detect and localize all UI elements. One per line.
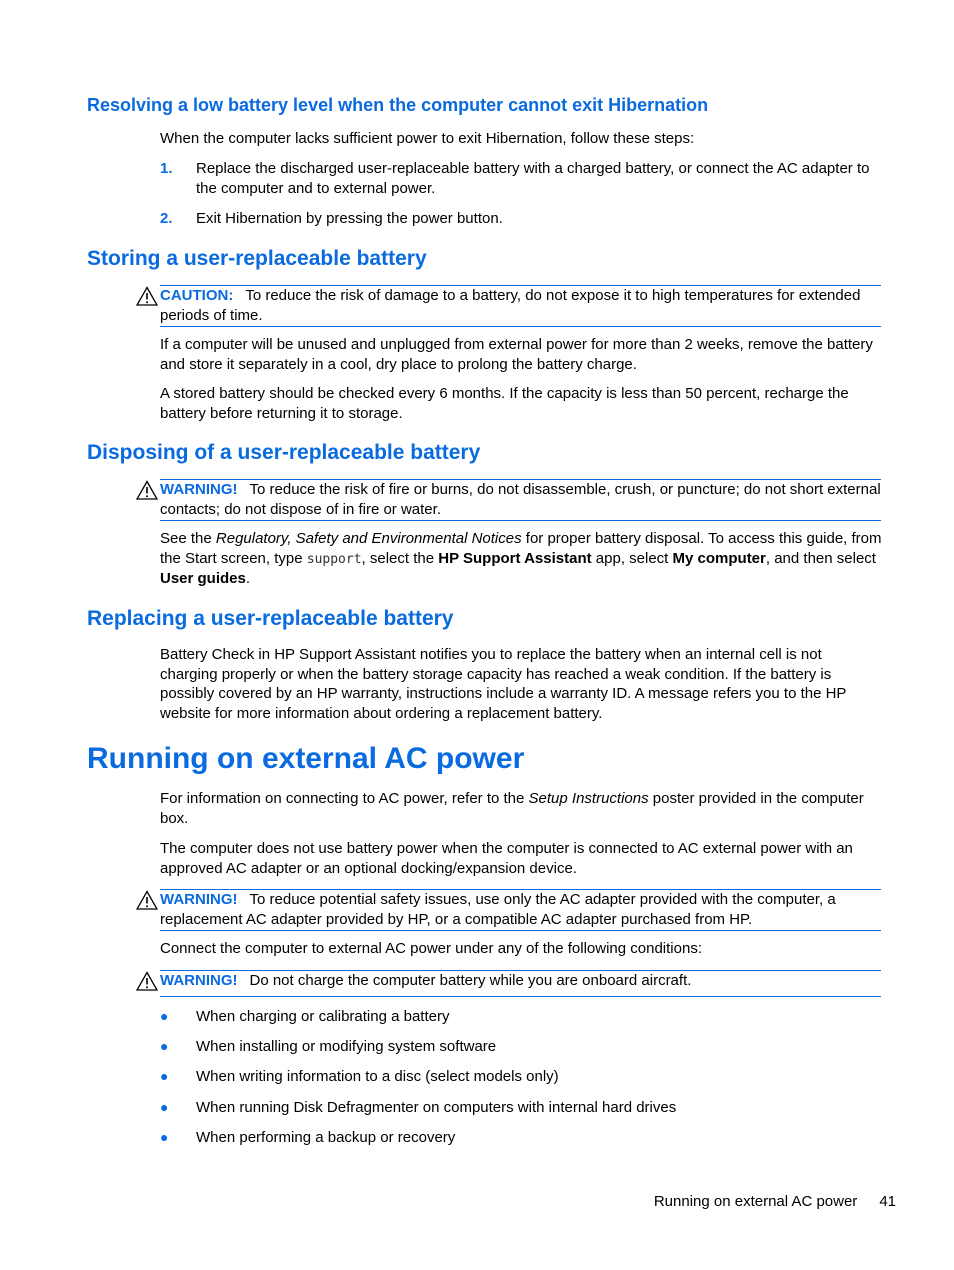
warning-text: To reduce the risk of fire or burns, do not disassemble, crush, or puncture; do not short external contacts; do not dispose of in fire or water.	[160, 481, 881, 518]
text-run: app, select	[591, 549, 673, 567]
list-item	[160, 1098, 882, 1118]
bullet-dot-icon: ●	[160, 1129, 169, 1145]
bullet-dot-icon: ●	[160, 1008, 169, 1024]
heading-storing: Storing a user-replaceable battery	[87, 247, 427, 270]
warning-text: To reduce potential safety issues, use only the AC adapter provided with the computer, a replacement AC adapter provided by HP, or a compatible AC adapter purchased from HP.	[160, 891, 836, 928]
list-item	[160, 1128, 882, 1148]
warning-notice	[160, 479, 881, 521]
heading-external-ac: Running on external AC power	[87, 742, 525, 775]
text-run: For information on connecting to AC power, refer to the	[160, 790, 529, 807]
step-number: 1.	[160, 160, 173, 177]
menu-name: User guides	[160, 570, 246, 587]
heading-disposing: Disposing of a user-replaceable battery	[87, 441, 481, 464]
list-item	[160, 1007, 882, 1027]
text-run: poster provided in the computer box.	[160, 790, 864, 827]
warning-text: Do not charge the computer battery while you are onboard aircraft.	[249, 972, 692, 989]
step-text: Exit Hibernation by pressing the power button.	[196, 210, 503, 227]
step-number: 2.	[160, 210, 173, 227]
code-text: support	[306, 551, 362, 567]
list-item	[160, 159, 882, 198]
bullet-text: When performing a backup or recovery	[196, 1129, 456, 1146]
external-paragraph-3: Connect the computer to external AC power under any of the following conditions:	[160, 940, 702, 957]
warning-label: WARNING!	[160, 481, 238, 498]
warning-notice	[160, 889, 881, 931]
storing-paragraph-2: A stored battery should be checked every 6 months. If the capacity is less than 50 percent, recharge the battery before returning it to storage.	[160, 385, 849, 422]
page-footer	[654, 1192, 896, 1212]
warning-notice	[160, 970, 881, 997]
app-name: HP Support Assistant	[438, 549, 592, 567]
text-run: , and then select	[765, 549, 876, 567]
menu-name: My computer	[672, 549, 766, 567]
heading-resolving: Resolving a low battery level when the computer cannot exit Hibernation	[87, 95, 709, 115]
footer-title: Running on external AC power	[653, 1193, 858, 1210]
external-paragraph-1	[160, 789, 882, 828]
bullet-text: When installing or modifying system software	[196, 1038, 497, 1055]
doc-title: Setup Instructions	[528, 790, 649, 807]
bullet-dot-icon: ●	[160, 1038, 169, 1054]
text-run: See the	[160, 530, 216, 547]
step-text: Replace the discharged user-replaceable battery with a charged battery, or connect the AC adapter to the computer and to external power.	[196, 160, 870, 197]
bullet-text: When writing information to a disc (select models only)	[196, 1068, 559, 1085]
list-item	[160, 1037, 882, 1057]
warning-triangle-icon	[136, 480, 158, 500]
warning-label: WARNING!	[160, 972, 238, 989]
warning-triangle-icon	[136, 971, 158, 991]
caution-notice	[160, 285, 881, 327]
caution-text: To reduce the risk of damage to a battery, do not expose it to high temperatures for extended periods of time.	[160, 287, 861, 324]
bullet-text: When running Disk Defragmenter on computers with internal hard drives	[196, 1099, 677, 1116]
resolving-intro: When the computer lacks sufficient power to exit Hibernation, follow these steps:	[160, 130, 695, 147]
warning-triangle-icon	[136, 286, 158, 306]
warning-triangle-icon	[136, 890, 158, 910]
warning-label: WARNING!	[160, 891, 238, 908]
text-run: , select the	[361, 549, 439, 567]
replacing-paragraph: Battery Check in HP Support Assistant notifies you to replace the battery when an internal cell is not charging properly or when the battery storage capacity has reached a weak condition. If the battery is possibly covered by an HP warranty, instructions include a warranty ID. A message refers you to the HP website for more information about ordering a replacement battery.	[160, 646, 847, 722]
doc-title: Regulatory, Safety and Environmental Notices	[215, 530, 522, 547]
text-run: .	[245, 570, 251, 587]
bullet-text: When charging or calibrating a battery	[196, 1008, 450, 1025]
external-paragraph-2: The computer does not use battery power when the computer is connected to AC external power with an approved AC adapter or an optional docking/expansion device.	[160, 840, 853, 877]
text-run: for proper battery disposal. To access this guide, from the Start screen, type	[160, 530, 882, 567]
caution-label: CAUTION:	[160, 287, 234, 304]
heading-replacing: Replacing a user-replaceable battery	[87, 607, 454, 630]
list-item	[160, 1067, 882, 1087]
bullet-dot-icon: ●	[160, 1099, 169, 1115]
disposing-paragraph	[160, 529, 882, 589]
list-item	[160, 209, 882, 229]
storing-paragraph-1: If a computer will be unused and unplugged from external power for more than 2 weeks, remove the battery and store it separately in a cool, dry place to prolong the battery charge.	[160, 336, 873, 373]
bullet-dot-icon: ●	[160, 1068, 169, 1084]
page-number: 41	[879, 1193, 896, 1210]
